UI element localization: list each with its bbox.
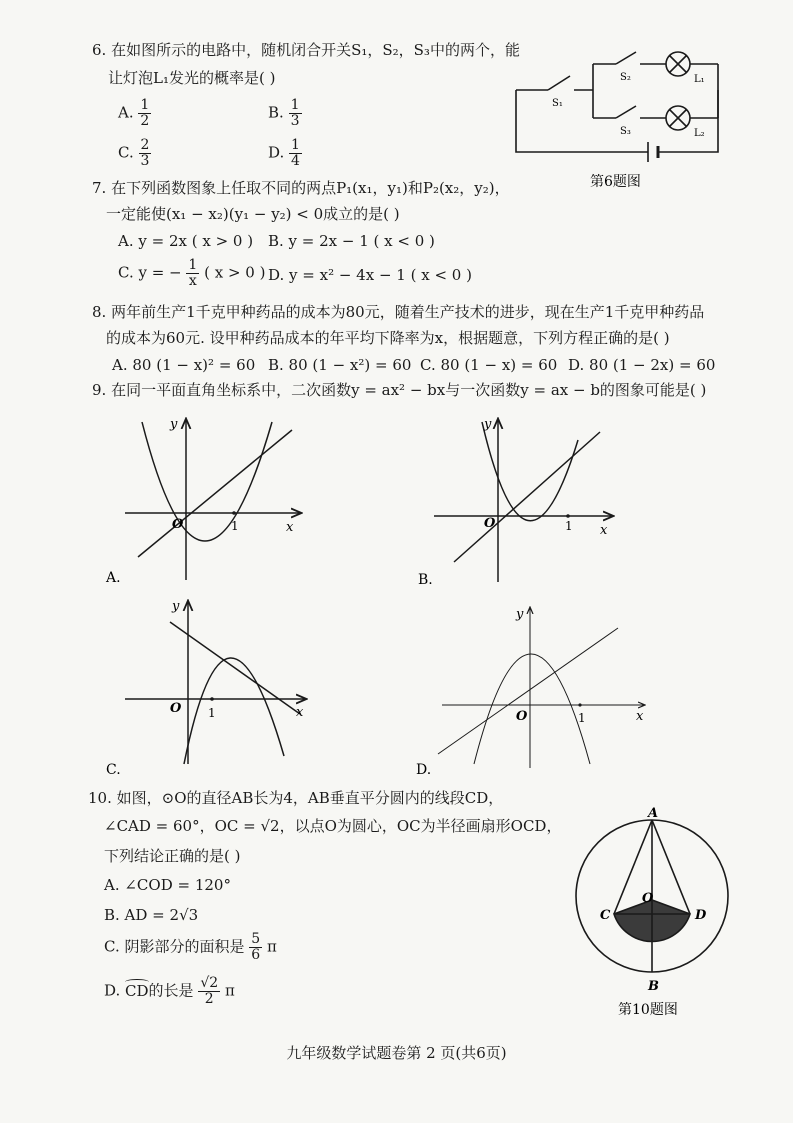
q10-option-c-prefix: C. 阴影部分的面积是 (104, 937, 245, 956)
switch-s2 (616, 52, 636, 64)
graph-a-origin: O (172, 517, 184, 532)
q6-option-d (268, 138, 302, 169)
q7-option-c (118, 258, 265, 289)
q7-option-b: B. y = 2x − 1 ( x < 0 ) (268, 232, 435, 250)
q7-option-a: A. y = 2x ( x > 0 ) (118, 232, 254, 250)
q10-stem-line1: 10. 如图，⊙O的直径AB长为4，AB垂直平分圆内的线段CD， (88, 789, 504, 807)
q6-circuit-figure (508, 40, 733, 195)
label-s1: S₁ (552, 98, 563, 109)
q7-option-c-suffix: ( x > 0 ) (204, 263, 266, 282)
q9-graph-c (100, 596, 315, 781)
q6-option-a-den: 2 (140, 113, 150, 129)
graph-b-origin: O (484, 516, 496, 531)
q9-graph-b (412, 410, 622, 590)
q10-option-d-den: 2 (204, 991, 214, 1007)
q6-option-c (118, 138, 151, 169)
label-o: O (642, 891, 654, 906)
q7-option-c-fraction (186, 258, 199, 289)
graph-c-tick-1 (210, 697, 214, 701)
q6-figure-caption: 第6题图 (590, 174, 641, 190)
q8-stem-line2: 的成本为60元. 设甲种药品成本的年平均下降率为x，根据题意，下列方程正确的是( ) (106, 329, 670, 347)
graph-d-one: 1 (578, 711, 586, 725)
graph-a-one: 1 (231, 519, 239, 533)
q10-option-d-fraction (198, 976, 220, 1007)
label-a: A (648, 806, 659, 821)
label-b: B (648, 979, 659, 994)
q6-option-a-fraction (138, 98, 151, 129)
q6-option-d-den: 4 (291, 153, 300, 169)
q8-option-b: B. 80 (1 − x²) = 60 (268, 356, 412, 374)
q7-option-c-den: x (188, 273, 197, 289)
graph-b-x-label: x (600, 523, 608, 538)
graph-c-parabola (184, 658, 284, 764)
label-s2: S₂ (620, 72, 631, 83)
graph-a-y-label: y (170, 417, 178, 432)
q6-option-d-letter: D. (268, 143, 285, 162)
q10-option-d-pi: π (224, 981, 235, 1000)
q7-option-d: D. y = x² − 4x − 1 ( x < 0 ) (268, 266, 472, 284)
q6-option-c-num: 2 (140, 137, 150, 153)
q6-option-b (268, 98, 302, 129)
q10-option-c-num: 5 (251, 931, 261, 947)
q10-option-a: A. ∠COD = 120° (104, 876, 231, 894)
arc-mark (125, 979, 149, 985)
q8-option-a: A. 80 (1 − x)² = 60 (112, 356, 256, 374)
q9-graph-a (100, 410, 310, 590)
graph-d-y-label: y (516, 607, 524, 622)
q10-option-c-den: 6 (251, 947, 261, 963)
switch-s3 (616, 106, 636, 118)
graph-c-letter: C. (106, 762, 121, 778)
graph-d-letter: D. (416, 762, 432, 778)
q10-stem-line3: 下列结论正确的是( ) (104, 847, 241, 865)
graph-c-line (170, 622, 300, 714)
page-footer: 九年级数学试题卷第 2 页(共6页) (286, 1044, 507, 1062)
q6-option-c-letter: C. (118, 143, 134, 162)
q6-option-b-num: 1 (290, 97, 300, 113)
label-s3: S₃ (620, 126, 631, 137)
graph-b-tick-1 (566, 514, 570, 518)
q8-stem-line1: 8. 两年前生产1千克甲种药品的成本为80元，随着生产技术的进步，现在生产1千克甲种药品 (92, 303, 705, 321)
q10-circle-figure (568, 806, 743, 1022)
q6-option-d-num: 1 (291, 137, 300, 153)
graph-a-tick-1 (232, 511, 236, 515)
q10-option-d-mid: 的长是 (148, 981, 194, 1000)
graph-b-y-label: y (484, 417, 492, 432)
q9-stem: 9. 在同一平面直角坐标系中，二次函数y = ax² − bx与一次函数y = ax − b的图象可能是( ) (92, 381, 707, 399)
graph-a-parabola (142, 422, 272, 541)
q7-option-c-prefix: C. y = − (118, 263, 182, 282)
q6-option-b-den: 3 (290, 113, 300, 129)
graph-b-one: 1 (565, 519, 573, 533)
q6-option-a-letter: A. (118, 103, 134, 122)
switch-s1 (548, 76, 570, 90)
graph-d-parabola (474, 654, 590, 764)
q6-stem-line2: 让灯泡L₁发光的概率是( ) (108, 69, 276, 87)
graph-b-letter: B. (418, 572, 433, 588)
q10-stem-line2: ∠CAD = 60°，OC = √2，以点O为圆心，OC为半径画扇形OCD， (104, 817, 562, 835)
graph-a-x-label: x (286, 520, 294, 535)
graph-c-one: 1 (208, 706, 216, 720)
graph-a-letter: A. (106, 570, 121, 586)
label-l2: L₂ (694, 128, 705, 139)
q6-option-c-fraction (139, 138, 152, 169)
q10-option-d-arc (125, 982, 149, 1000)
q6-option-c-den: 3 (140, 153, 150, 169)
graph-d-line (438, 628, 618, 754)
q6-option-a (118, 98, 151, 129)
graph-d-origin: O (516, 709, 528, 724)
circuit-wire-left (516, 90, 648, 152)
graph-b-line (454, 432, 600, 562)
q10-option-c-pi: π (266, 937, 277, 956)
label-c: C (600, 908, 611, 923)
graph-d-x-label: x (636, 709, 644, 724)
graph-c-origin: O (170, 701, 182, 716)
graph-c-y-label: y (172, 599, 180, 614)
graph-d-tick-1 (578, 703, 581, 706)
q6-option-a-num: 1 (140, 97, 150, 113)
q10-option-d-prefix: D. (104, 981, 126, 1000)
q10-option-d (104, 976, 235, 1007)
segment-ad (652, 820, 690, 914)
q9-graph-d (412, 604, 652, 784)
q7-stem-line1: 7. 在下列函数图象上任取不同的两点P₁(x₁，y₁)和P₂(x₂，y₂)， (92, 179, 510, 197)
graph-c-x-label: x (296, 705, 304, 720)
q10-option-c-fraction (249, 932, 262, 963)
q7-option-c-num: 1 (188, 257, 198, 273)
q8-option-d: D. 80 (1 − 2x) = 60 (568, 356, 716, 374)
q6-option-b-letter: B. (268, 103, 284, 122)
q6-option-d-fraction (289, 138, 302, 169)
q10-figure-caption: 第10题图 (618, 1002, 678, 1018)
q10-option-d-arc-text: CD (125, 981, 149, 1000)
q7-stem-line2: 一定能使(x₁ − x₂)(y₁ − y₂) < 0成立的是( ) (106, 205, 400, 223)
q10-option-c (104, 932, 277, 963)
graph-b-parabola (482, 422, 578, 521)
q6-option-b-fraction (289, 98, 302, 129)
q8-option-c: C. 80 (1 − x) = 60 (420, 356, 558, 374)
q10-option-b: B. AD = 2√3 (104, 906, 199, 924)
q10-option-d-num: √2 (200, 975, 219, 991)
q6-stem-line1: 6. 在如图所示的电路中，随机闭合开关S₁，S₂，S₃中的两个，能 (92, 41, 520, 59)
label-d: D (695, 908, 707, 923)
label-l1: L₁ (694, 74, 705, 85)
